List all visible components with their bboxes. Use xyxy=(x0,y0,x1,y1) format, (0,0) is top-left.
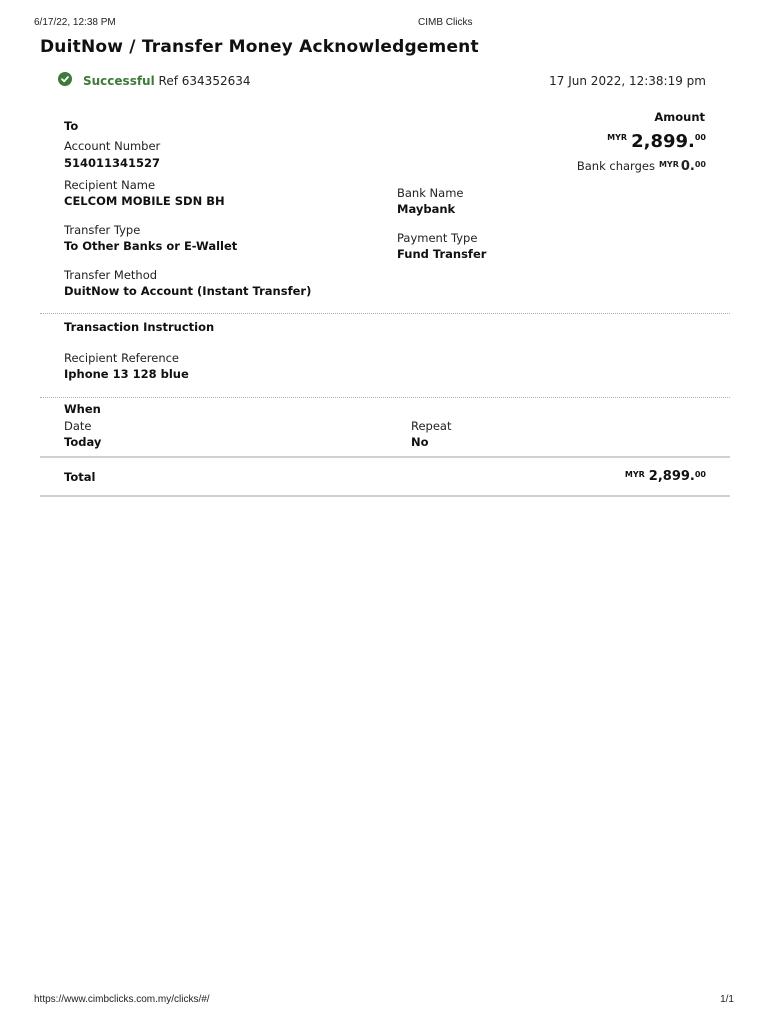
transfer-type: To Other Banks or E-Wallet xyxy=(64,239,238,253)
bank-charges-label: Bank charges xyxy=(576,159,655,173)
date-label: Date xyxy=(64,419,92,433)
payment-type-label: Payment Type xyxy=(397,231,478,245)
date-value: Today xyxy=(64,435,102,449)
repeat-value: No xyxy=(411,435,429,449)
status-line xyxy=(83,74,251,88)
amount-currency: MYR xyxy=(607,133,628,142)
check-circle-icon xyxy=(58,72,72,86)
bank-charges-cents: 00 xyxy=(694,160,706,169)
amount-label: Amount xyxy=(654,110,705,124)
bank-charges-currency: MYR xyxy=(658,160,679,169)
recipient-reference: Iphone 13 128 blue xyxy=(64,367,189,381)
repeat-label: Repeat xyxy=(411,419,452,433)
total-currency: MYR xyxy=(624,470,645,479)
bank-charges-whole: 0. xyxy=(680,159,695,174)
amount-value xyxy=(607,131,706,152)
transfer-type-label: Transfer Type xyxy=(64,223,141,237)
amount-whole: 2,899. xyxy=(631,131,695,152)
ref-number: 634352634 xyxy=(181,74,251,88)
transfer-method: DuitNow to Account (Instant Transfer) xyxy=(64,284,312,298)
print-page-number: 1/1 xyxy=(720,994,734,1005)
print-url[interactable]: https://www.cimbclicks.com.my/clicks/#/ xyxy=(34,994,210,1005)
total-label: Total xyxy=(64,470,96,484)
status-text: Successful xyxy=(83,74,155,88)
divider xyxy=(40,313,730,314)
payment-type: Fund Transfer xyxy=(397,247,487,261)
instruction-heading: Transaction Instruction xyxy=(64,320,215,334)
print-datetime: 6/17/22, 12:38 PM xyxy=(34,17,116,28)
total-cents: 00 xyxy=(694,470,706,479)
account-number-label: Account Number xyxy=(64,139,161,153)
print-page-title: CIMB Clicks xyxy=(418,17,473,28)
transaction-datetime: 17 Jun 2022, 12:38:19 pm xyxy=(549,74,706,88)
recipient-name: CELCOM MOBILE SDN BH xyxy=(64,194,225,208)
to-heading: To xyxy=(64,119,79,133)
divider xyxy=(40,397,730,398)
account-number: 514011341527 xyxy=(64,156,161,170)
divider xyxy=(40,495,730,497)
bank-charges xyxy=(577,159,706,174)
total-whole: 2,899. xyxy=(648,469,695,484)
divider xyxy=(40,456,730,458)
bank-name: Maybank xyxy=(397,202,456,216)
transfer-method-label: Transfer Method xyxy=(64,268,158,282)
total-amount xyxy=(625,469,706,484)
page-title: DuitNow / Transfer Money Acknowledgement xyxy=(40,37,479,57)
recipient-name-label: Recipient Name xyxy=(64,178,156,192)
ref-label: Ref xyxy=(158,74,178,88)
when-heading: When xyxy=(64,402,101,416)
bank-name-label: Bank Name xyxy=(397,186,464,200)
amount-cents: 00 xyxy=(694,133,706,142)
recipient-reference-label: Recipient Reference xyxy=(64,351,179,365)
